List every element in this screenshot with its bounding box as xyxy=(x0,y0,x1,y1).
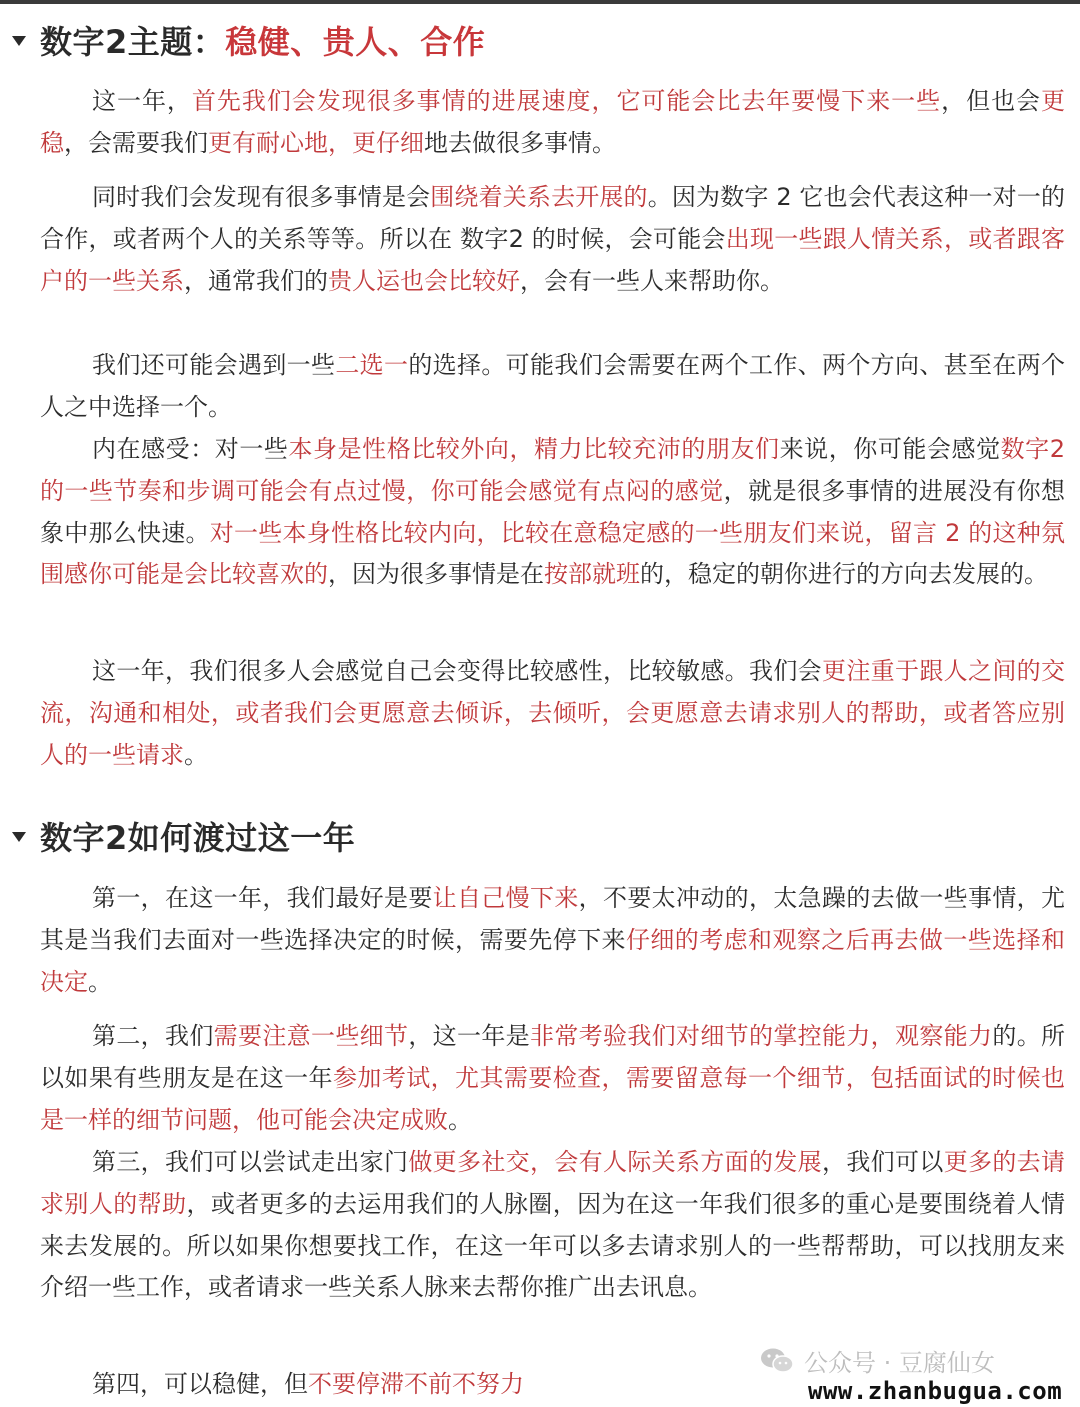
collapse-triangle-icon[interactable] xyxy=(12,36,26,46)
body-text: 。 xyxy=(88,967,112,996)
body-text: 。 xyxy=(184,740,208,769)
body-text: ，或者更多的去运用我们的人脉圈，因为在这一年我们很多的重心是要围绕着人情来去发展的。所以如果你想要找工作，在这一年可以多去请求别人的一些帮帮助，可以找朋友来介绍一些工作，或者请求一些关系人脉来去帮你推广出去讯息。 xyxy=(40,1189,1066,1302)
section-1-title: 数字2主题： xyxy=(40,23,226,61)
body-text: ，我们可以 xyxy=(822,1148,944,1176)
site-url: www.zhanbugua.com xyxy=(808,1377,1063,1405)
paragraph-tip-4 xyxy=(40,1364,760,1406)
body-text: ，通常我们的 xyxy=(184,266,328,295)
paragraph-slowdown xyxy=(40,81,1065,165)
highlighted-text: 更多的去请求别人的帮助 xyxy=(40,1148,1066,1218)
highlighted-text: 让自己慢下来 xyxy=(432,884,579,912)
section-1-heading xyxy=(12,20,485,64)
body-text: ，但也会 xyxy=(941,87,1042,115)
highlighted-text: 需要注意一些细节 xyxy=(213,1022,409,1050)
body-text: 来说，你可能会感觉 xyxy=(779,435,1001,463)
highlighted-text: 更有耐心地，更仔细 xyxy=(208,128,424,157)
body-text: ，会有一些人来帮助你。 xyxy=(520,266,784,295)
highlighted-text: 二选一 xyxy=(335,351,409,379)
highlighted-text: 对一些本身性格比较内向，比较在意稳定感的一些朋友们来说，留言 2 的这种氛围感你可能是会比较喜欢的 xyxy=(40,518,1065,589)
body-text: ，这一年是 xyxy=(408,1022,531,1050)
paragraph-choice xyxy=(40,345,1065,429)
paragraph-inner-feeling xyxy=(40,429,1065,596)
watermark xyxy=(760,1346,1060,1380)
body-text: 第二，我们 xyxy=(92,1022,214,1050)
body-text: 第三，我们可以尝试走出家门 xyxy=(92,1148,409,1176)
body-text: 。 xyxy=(448,1105,472,1134)
highlighted-text: 更注重于跟人之间的交流，沟通和相处，或者我们会更愿意去倾诉，去倾听，会更愿意去请求别人的帮助，或者答应别人的一些请求 xyxy=(40,657,1065,769)
highlighted-text: 贵人运也会比较好 xyxy=(328,266,520,295)
paragraph-relationships xyxy=(40,177,1065,302)
section-2-heading xyxy=(12,816,355,860)
body-text: 地去做很多事情。 xyxy=(424,128,616,157)
highlighted-text: 围绕着关系去开展的 xyxy=(430,183,648,211)
highlighted-text: 首先我们会发现很多事情的进展速度，它可能会比去年要慢下来一些 xyxy=(191,87,942,115)
body-text: 的。所以如果有些朋友是在这一年 xyxy=(40,1022,1066,1092)
paragraph-tip-1 xyxy=(40,878,1065,1003)
body-text: ，因为很多事情是在 xyxy=(328,560,544,589)
body-text: 的，稳定的朝你进行的方向去发展的。 xyxy=(640,560,1048,589)
body-text: ，会需要我们 xyxy=(64,128,208,157)
highlighted-text: 本身是性格比较外向，精力比较充沛的朋友们 xyxy=(288,435,780,463)
body-text: 的选择。可能我们会需要在两个工作、两个方向、甚至在两个人之中选择一个。 xyxy=(40,351,1066,421)
body-text: 内在感受：对一些 xyxy=(92,435,289,463)
body-text: 第四，可以稳健，但 xyxy=(92,1370,308,1398)
body-text: ，就是很多事情的进展没有你想象中那么快速。 xyxy=(40,476,1065,547)
body-text: 同时我们会发现有很多事情是会 xyxy=(92,183,431,211)
highlighted-text: 更稳 xyxy=(40,87,1066,157)
collapse-triangle-icon[interactable] xyxy=(12,832,26,842)
highlighted-text: 不要停滞不前不努力 xyxy=(308,1370,524,1398)
paragraph-tip-3 xyxy=(40,1142,1065,1309)
body-text: 。因为数字 2 它也会代表这种一对一的合作，或者两个人的关系等等。所以在 数字2 的时候，会可能会 xyxy=(40,183,1066,253)
highlighted-text: 出现一些跟人情关系，或者跟客户的一些关系 xyxy=(40,224,1066,295)
body-text: ，不要太冲动的，太急躁的去做一些事情，尤其是当我们去面对一些选择决定的时候，需要先停下来 xyxy=(40,884,1066,954)
body-text: 这一年， xyxy=(92,87,192,115)
paragraph-tip-2 xyxy=(40,1016,1065,1141)
body-text: 第一，在这一年，我们最好是要 xyxy=(92,884,433,912)
highlighted-text: 数字2的一些节奏和步调可能会有点过慢，你可能会感觉有点闷的感觉 xyxy=(40,435,1066,505)
body-text: 我们还可能会遇到一些 xyxy=(92,351,336,379)
section-2-title: 数字2如何渡过这一年 xyxy=(40,819,356,857)
highlighted-text: 参加考试，尤其需要检查，需要留意每一个细节，包括面试的时候也是一样的细节问题，他可能会决定成败 xyxy=(40,1063,1066,1134)
top-edge-bar xyxy=(0,0,1080,4)
highlighted-text: 按部就班 xyxy=(544,560,640,589)
highlighted-text: 仔细的考虑和观察之后再去做一些选择和决定 xyxy=(40,925,1066,996)
highlighted-text: 非常考验我们对细节的掌控能力，观察能力 xyxy=(530,1022,993,1050)
paragraph-sensitivity xyxy=(40,651,1065,776)
watermark-text: 公众号 · 豆腐仙女 xyxy=(804,1349,995,1377)
section-1-title-highlight: 稳健、贵人、合作 xyxy=(225,23,486,61)
wechat-icon xyxy=(760,1347,794,1375)
body-text: 这一年，我们很多人会感觉自己会变得比较感性，比较敏感。我们会 xyxy=(92,657,822,685)
highlighted-text: 做更多社交，会有人际关系方面的发展 xyxy=(408,1148,823,1176)
